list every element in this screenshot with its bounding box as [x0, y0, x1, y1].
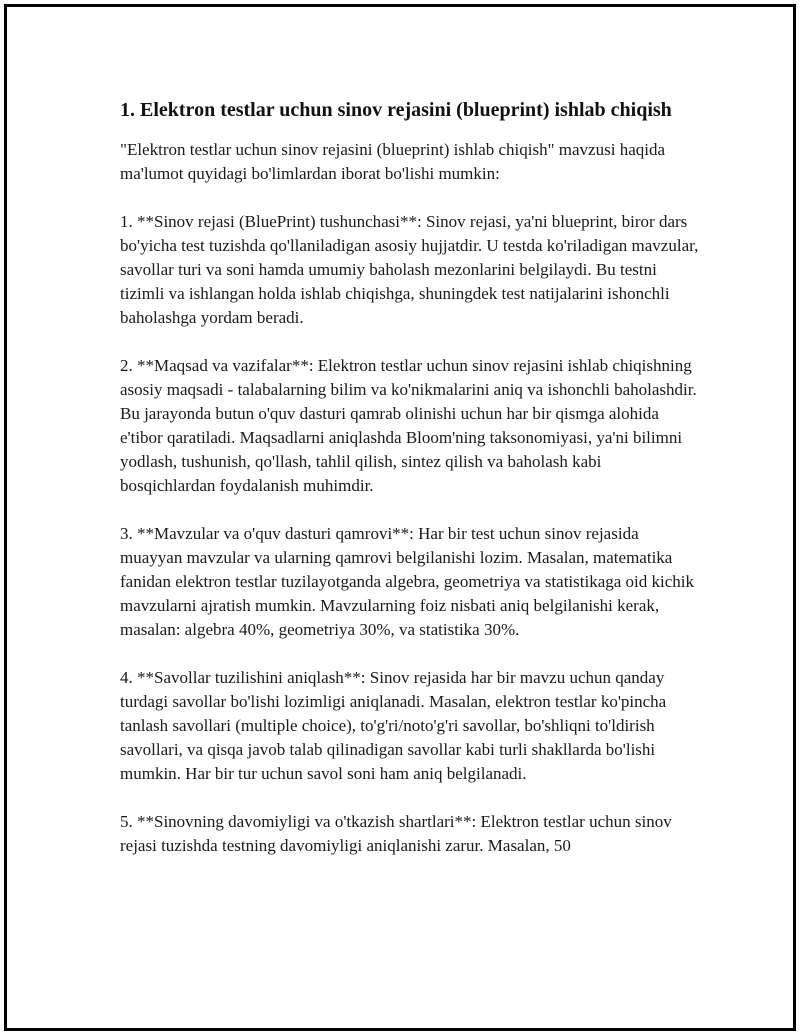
intro-paragraph: "Elektron testlar uchun sinov rejasini (blueprint) ishlab chiqish" mavzusi haqida ma'lumot quyidagi bo'limlardan iborat bo'lishi mumkin:: [120, 140, 666, 183]
paragraph-5: 5. **Sinovning davomiyligi va o'tkazish shartlari**: Elektron testlar uchun sinov rejasi tuzishda testning davomiyligi aniqlanishi zarur. Masalan, 50: [120, 812, 672, 855]
paragraph-2: 2. **Maqsad va vazifalar**: Elektron testlar uchun sinov rejasini ishlab chiqishning asosiy maqsadi - talabalarning bilim va ko'nikmalarini aniq va ishonchli baholashdir. Bu jarayonda butun o'quv dasturi qamrab olinishi uchun har bir qismga alohida e'tibor qaratiladi. Maqsadlarni aniqlashda Bloom'ning taksonomiyasi, ya'ni bilimni yodlash, tushunish, qo'llash, tahlil qilish, sintez qilish va baholash kabi bosqichlardan foydalanish muhimdir.: [120, 356, 697, 495]
paragraph-4: 4. **Savollar tuzilishini aniqlash**: Sinov rejasida har bir mavzu uchun qanday turdagi savollar bo'lishi lozimligi aniqlanadi. Masalan, elektron testlar ko'pincha tanlash savollari (multiple choice), to'g'ri/noto'g'ri savollar, bo'shliqni to'ldirish savollari, va qisqa javob talab qilinadigan savollar kabi turli shakllarda bo'lishi mumkin. Har bir tur uchun savol soni ham aniq belgilanadi.: [120, 668, 667, 783]
document-heading: 1. Elektron testlar uchun sinov rejasini (blueprint) ishlab chiqish: [120, 99, 672, 121]
paragraph-1: 1. **Sinov rejasi (BluePrint) tushunchasi**: Sinov rejasi, ya'ni blueprint, biror dars bo'yicha test tuzishda qo'llaniladigan asosiy hujjatdir. U testda ko'riladigan mavzular, savollar turi va soni hamda umumiy baholash mezonlarini belgilaydi. Bu testni tizimli va ishlangan holda ishlab chiqishga, shuningdek test natijalarini ishonchli baholashga yordam beradi.: [120, 212, 699, 327]
paragraph-3: 3. **Mavzular va o'quv dasturi qamrovi**: Har bir test uchun sinov rejasida muayyan mavzular va ularning qamrovi belgilanishi lozim. Masalan, matematika fanidan elektron testlar tuzilayotganda algebra, geometriya va statistikaga oid kichik mavzularni ajratish mumkin. Mavzularning foiz nisbati aniq belgilanishi kerak, masalan: algebra 40%, geometriya 30%, va statistika 30%.: [120, 524, 695, 639]
page-frame: [4, 4, 796, 1031]
document-body: [120, 96, 700, 858]
